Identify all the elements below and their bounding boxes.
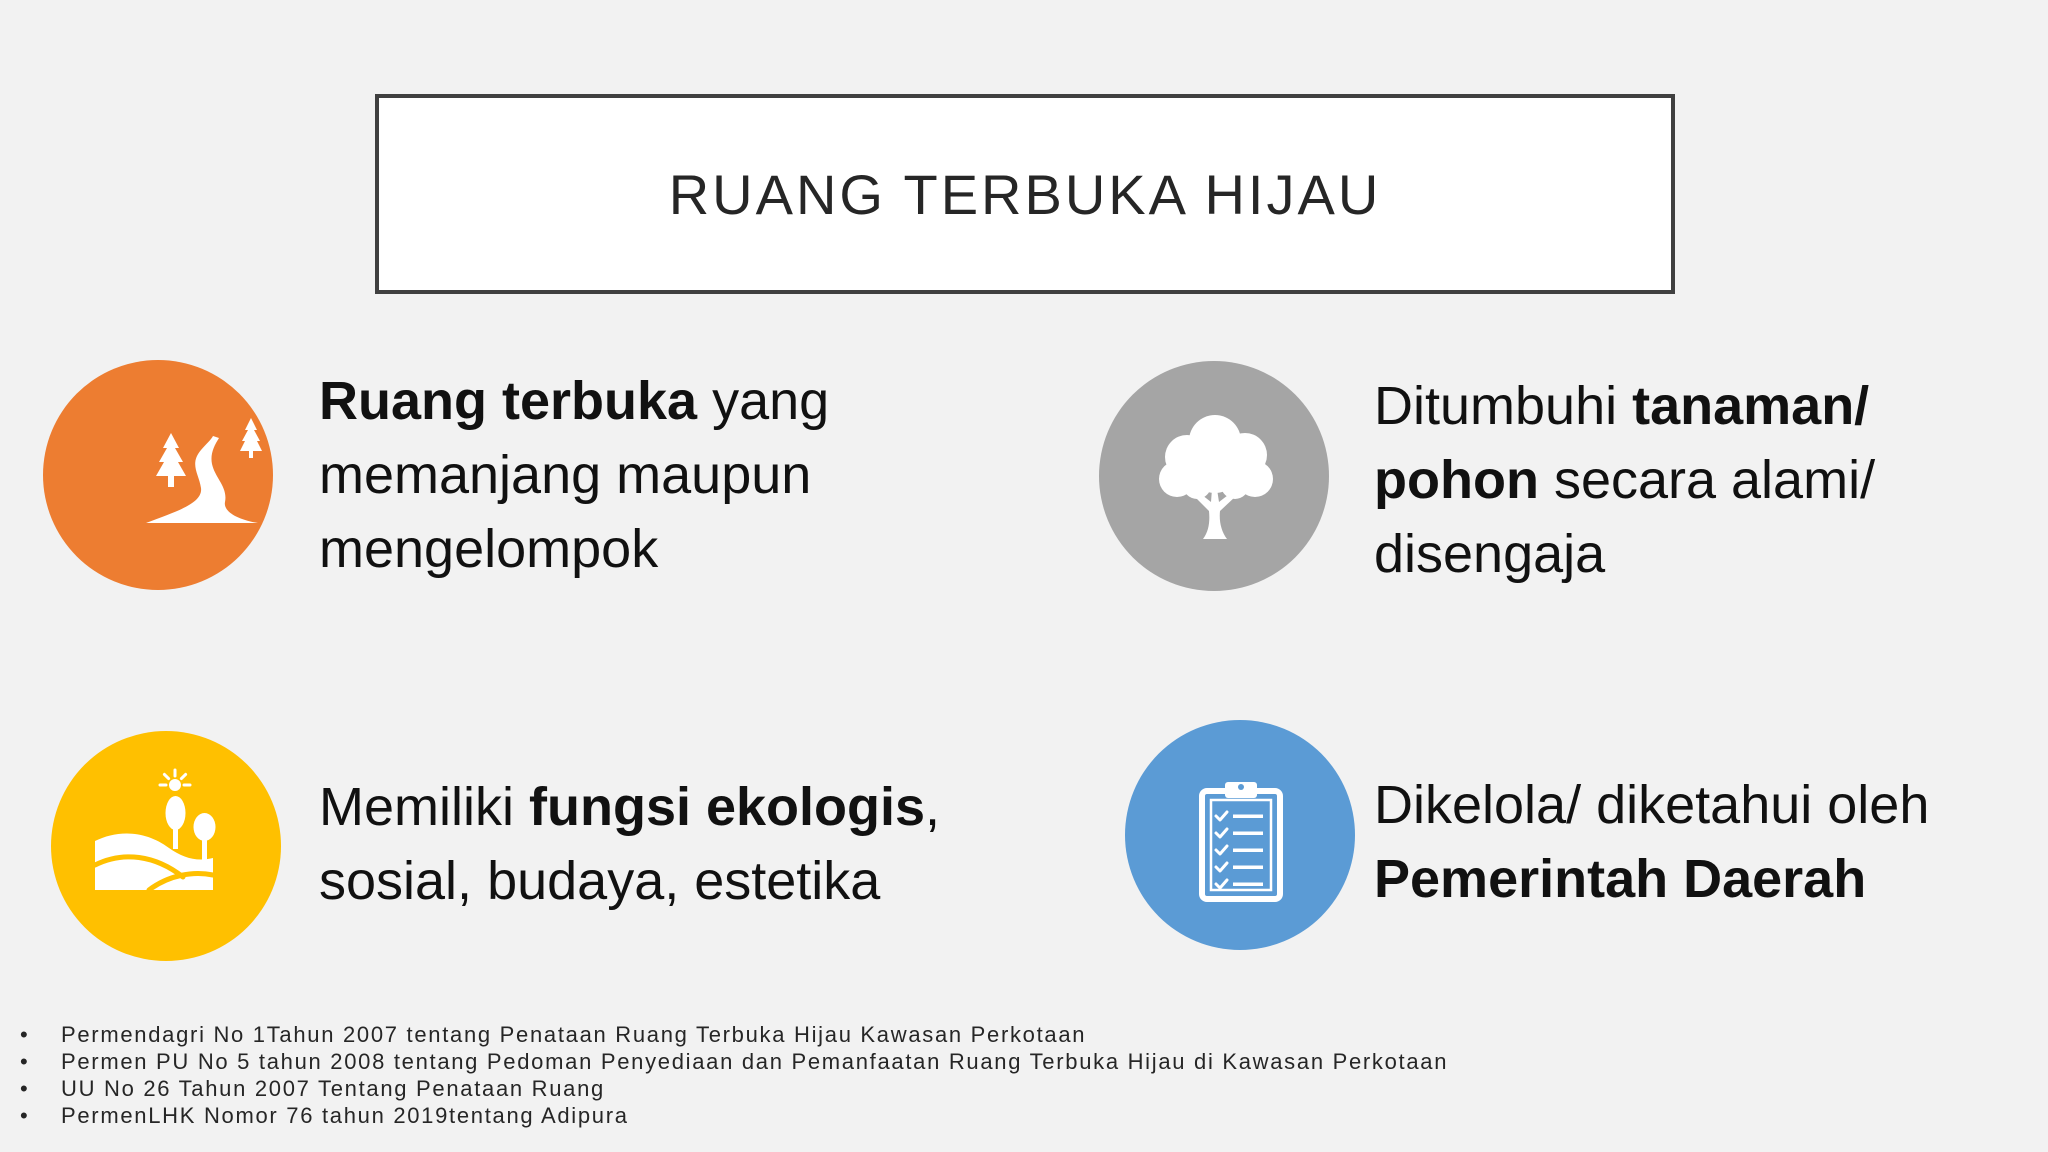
card-text-line (1374, 842, 1929, 916)
tree-trunk (1193, 489, 1236, 539)
card-text-line (1374, 369, 1875, 443)
text-segment: sosial, budaya, estetika (319, 851, 881, 911)
card-text-vegetation (1374, 369, 1875, 591)
footnote-text: Permen PU No 5 tahun 2008 tentang Pedoman Penyediaan dan Pemanfaatan Ruang Terbuka Hijau di Kawasan Perkotaan (61, 1049, 1449, 1074)
yellow-icon-circle (51, 731, 281, 961)
footnote-text: PermenLHK Nomor 76 tahun 2019tentang Adipura (61, 1103, 629, 1128)
text-segment: yang (697, 371, 830, 431)
clipboard-clip-hole (1238, 784, 1244, 790)
checklist-checks (1216, 812, 1227, 888)
card-text-management (1374, 768, 1929, 916)
text-segment: secara alami/ (1538, 450, 1876, 510)
card-text-line (1374, 443, 1875, 517)
text-segment: mengelompok (319, 519, 659, 579)
clipboard-checklist-icon (1125, 720, 1355, 950)
bold-text-segment: tanaman/ (1632, 376, 1870, 436)
card-text-line (319, 512, 829, 586)
slide-title: RUANG TERBUKA HIJAU (668, 162, 1382, 226)
bold-text-segment: Ruang terbuka (319, 371, 698, 431)
tree-canopy (1159, 415, 1273, 499)
road-trees-icon (43, 360, 273, 590)
card-text-line (319, 438, 829, 512)
gray-icon-circle (1099, 361, 1329, 591)
pine-tree-right (240, 418, 262, 458)
footnote-item (0, 1048, 1700, 1075)
bullet-icon: • (20, 1022, 28, 1047)
text-segment: Memiliki (319, 777, 529, 837)
card-text-line (319, 364, 829, 438)
blue-icon-circle (1125, 720, 1355, 950)
checklist-lines (1233, 815, 1263, 887)
text-segment: memanjang maupun (319, 445, 812, 505)
bold-text-segment: Pemerintah Daerah (1374, 849, 1867, 909)
card-text-line (319, 770, 940, 844)
footnote-text: UU No 26 Tahun 2007 Tentang Penataan Ruang (61, 1076, 605, 1101)
footnote-item (0, 1021, 1700, 1048)
bold-text-segment: fungsi ekologis (529, 777, 926, 837)
footnote-item (0, 1075, 1700, 1102)
text-segment: , (925, 777, 941, 837)
small-tree (194, 813, 216, 861)
text-segment: disengaja (1374, 524, 1606, 584)
bullet-icon: • (20, 1049, 28, 1074)
orange-icon-circle (43, 360, 273, 590)
bold-text-segment: pohon (1374, 450, 1539, 510)
hills-landscape-icon (51, 731, 281, 961)
card-text-line (1374, 768, 1929, 842)
text-segment: Ditumbuhi (1374, 376, 1633, 436)
card-text-line (319, 844, 940, 918)
sun-icon (160, 770, 190, 791)
tall-tree (166, 796, 186, 849)
bullet-icon: • (20, 1103, 28, 1128)
footnotes-list (0, 1021, 1700, 1129)
bullet-icon: • (20, 1076, 28, 1101)
card-text-functions (319, 770, 940, 918)
clipboard-paper (1211, 800, 1271, 890)
card-text-line (1374, 517, 1875, 591)
text-segment: Dikelola/ diketahui oleh (1374, 775, 1930, 835)
footnote-item (0, 1102, 1700, 1129)
footnote-text: Permendagri No 1Tahun 2007 tentang Penataan Ruang Terbuka Hijau Kawasan Perkotaan (61, 1022, 1087, 1047)
tree-icon (1099, 361, 1329, 591)
card-text-open-space (319, 364, 829, 586)
title-box (375, 94, 1675, 294)
pine-tree-left (156, 433, 186, 487)
